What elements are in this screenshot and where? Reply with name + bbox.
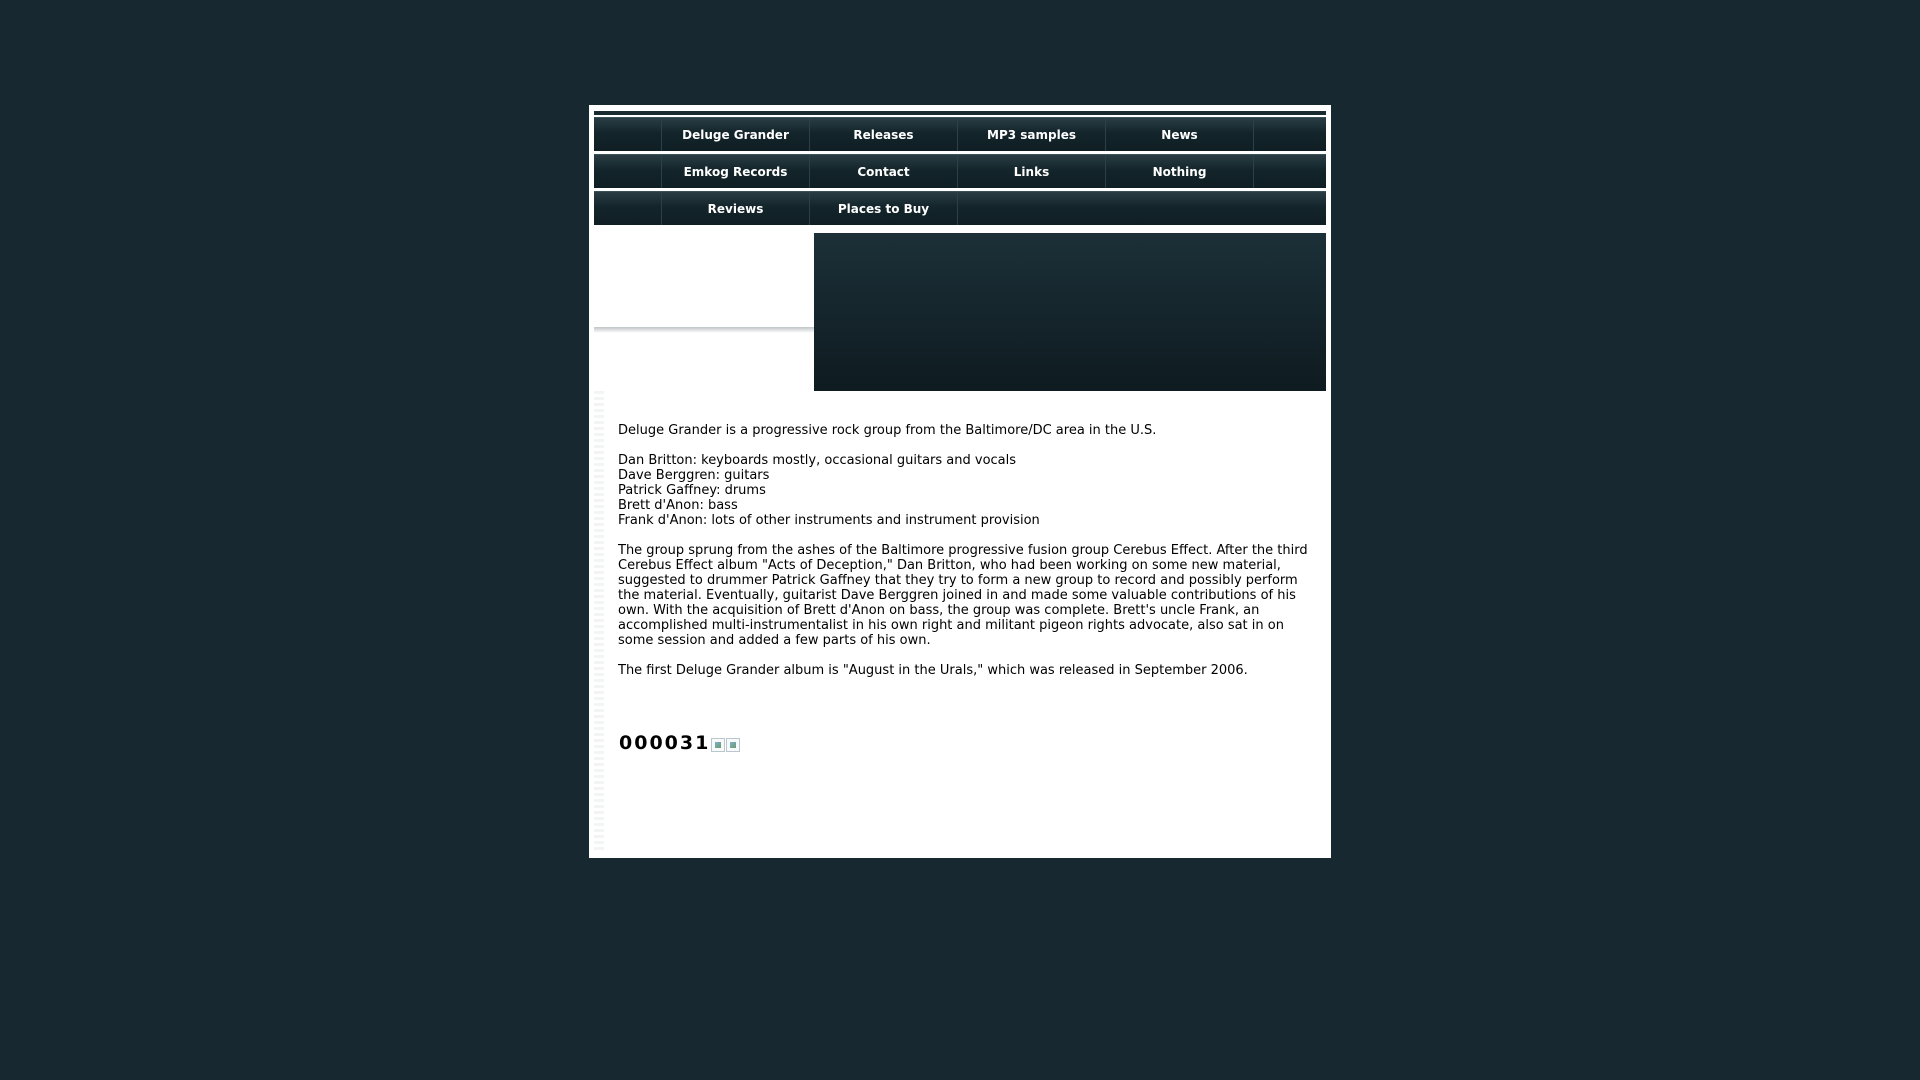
member-item: Dan Britton: keyboards mostly, occasional guitars and vocals [618, 453, 1017, 468]
member-item: Frank d'Anon: lots of other instruments and instrument provision [618, 513, 1040, 528]
nav-link-reviews[interactable]: Reviews [662, 192, 810, 225]
counter-digits: 000031 [619, 732, 711, 754]
nav-row-2 [594, 154, 1326, 188]
intro-text: Deluge Grander is a progressive rock group from the Baltimore/DC area in the U.S. [618, 423, 1157, 438]
member-item: Dave Berggren: guitars [618, 468, 770, 483]
album-text: The first Deluge Grander album is "August in the Urals," which was released in September 2006. [618, 663, 1248, 678]
nav-spacer [594, 155, 662, 188]
top-border-line [594, 111, 1326, 115]
nav-link-places-to-buy[interactable]: Places to Buy [810, 192, 958, 225]
broken-image-icon [711, 738, 725, 752]
nav-link-contact[interactable]: Contact [810, 155, 958, 188]
nav-link-deluge-grander[interactable]: Deluge Grander [662, 118, 810, 151]
nav-spacer [594, 118, 662, 151]
nav-link-mp3-samples[interactable]: MP3 samples [958, 118, 1106, 151]
nav-spacer [594, 192, 662, 225]
nav-row-1 [594, 117, 1326, 151]
nav-link-emkog-records[interactable]: Emkog Records [662, 155, 810, 188]
nav-link-links[interactable]: Links [958, 155, 1106, 188]
header-banner [814, 233, 1326, 391]
page-frame [589, 105, 1331, 858]
hit-counter [619, 732, 740, 754]
nav-row-3 [594, 191, 1326, 225]
nav-link-releases[interactable]: Releases [810, 118, 958, 151]
member-list [618, 453, 1318, 528]
main-content [618, 423, 1318, 693]
history-text: The group sprung from the ashes of the Baltimore progressive fusion group Cerebus Effect. After the third Cerebus Effect album "Acts of Deception," Dan Britton, who had been working on some new material, suggested to drummer Patrick Gaffney that they try to form a new group to record and possibly perform the material. Eventually, guitarist Dave Berggren joined in and made some valuable contributions of his own. With the acquisition of Brett d'Anon on bass, the group was complete. Brett's uncle Frank, an accomplished multi-instrumentalist in his own right and militant pigeon rights advocate, also sat in on some session and added a few parts of his own. [618, 543, 1308, 648]
broken-image-icon [726, 738, 740, 752]
member-item: Brett d'Anon: bass [618, 498, 738, 513]
side-stripe [594, 391, 604, 853]
member-item: Patrick Gaffney: drums [618, 483, 766, 498]
nav-link-news[interactable]: News [1106, 118, 1254, 151]
nav-link-nothing[interactable]: Nothing [1106, 155, 1254, 188]
